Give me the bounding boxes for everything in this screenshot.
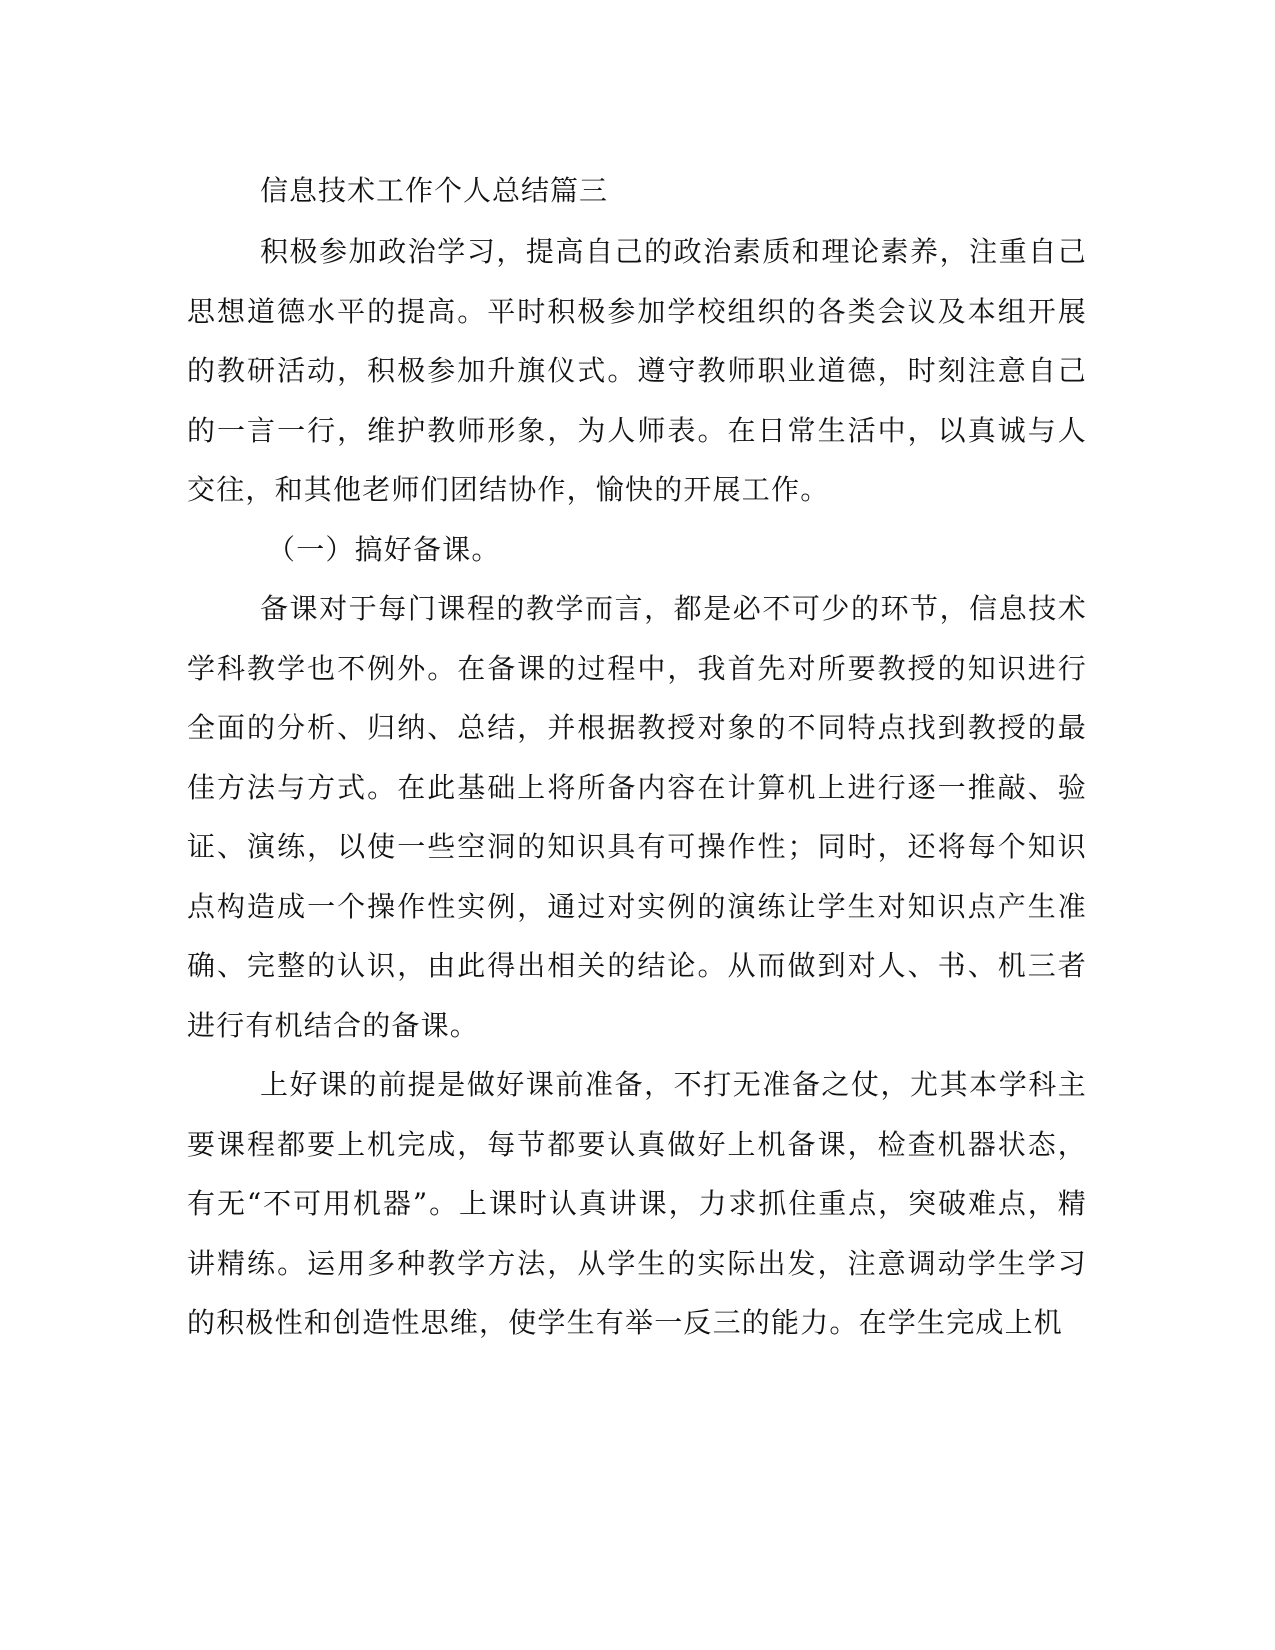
document-title: 信息技术工作个人总结篇三 [260,174,609,207]
paragraph-lesson-prep: 备课对于每门课程的教学而言，都是必不可少的环节，信息技术学科教学也不例外。在备课的过程中，我首先对所要教授的知识进行全面的分析、归纳、总结，并根据教授对象的不同特点找到教授的最佳方法与方式。在此基础上将所备内容在计算机上进行逐一推敲、验证、演练，以使一些空洞的知识具有可操作性；同时，还将每个知识点构造成一个操作性实例，通过对实例的演练让学生对知识点产生准确、完整的认识，由此得出相关的结论。从而做到对人、书、机三者进行有机结合的备课。 [187,592,1087,1042]
section-heading-lesson-prep: （一）搞好备课。 [267,532,501,566]
paragraph-teaching: 上好课的前提是做好课前准备，不打无准备之仗，尤其本学科主要课程都要上机完成，每节都要认真做好上机备课，检查机器状态，有无“不可用机器”。上课时认真讲课，力求抓住重点，突破难点，精讲精练。运用多种教学方法，从学生的实际出发，注意调动学生学习的积极性和创造性思维，使学生有举一反三的能力。在学生完成上机 [187,1068,1087,1339]
paragraph-political-study: 积极参加政治学习，提高自己的政治素质和理论素养，注重自己思想道德水平的提高。平时积极参加学校组织的各类会议及本组开展的教研活动，积极参加升旗仪式。遵守教师职业道德，时刻注意自己的一言一行，维护教师形象，为人师表。在日常生活中，以真诚与人交往，和其他老师们团结协作，愉快的开展工作。 [187,235,1087,506]
document-body [187,160,1087,1353]
